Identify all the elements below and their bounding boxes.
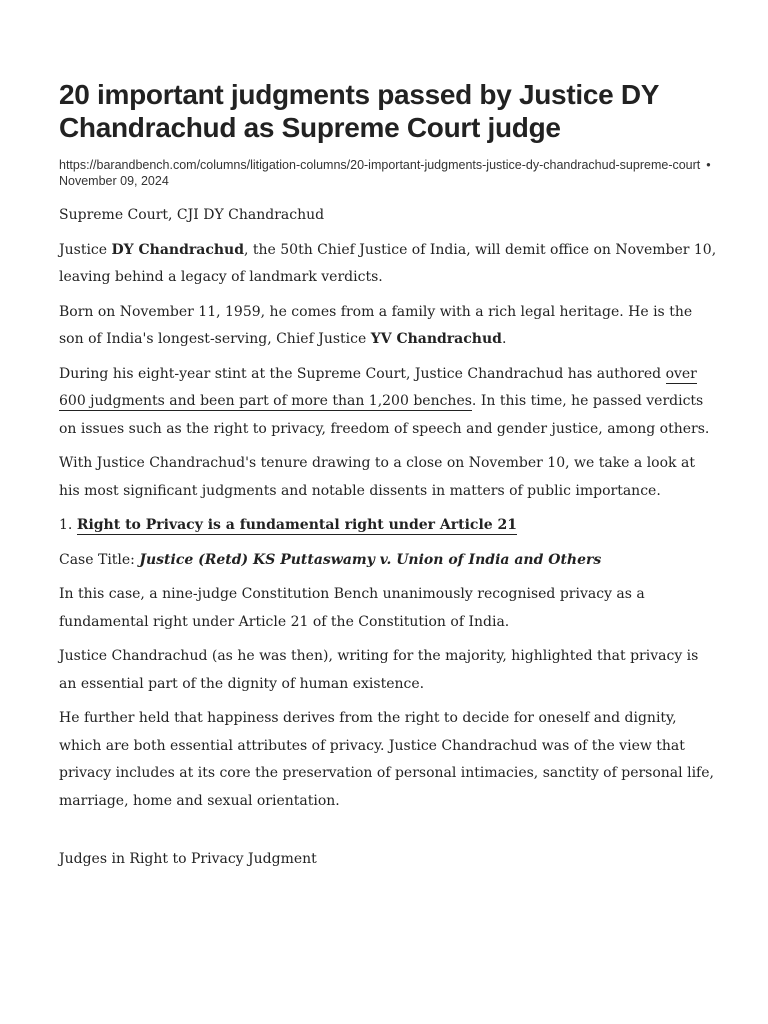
case-title xyxy=(59,547,719,575)
spacer xyxy=(59,822,719,846)
text: During his eight-year stint at the Supreme Court, Justice Chandrachud has authored xyxy=(59,365,666,382)
article-meta xyxy=(59,157,719,189)
image-caption: Supreme Court, CJI DY Chandrachud xyxy=(59,207,325,223)
section-number: 1. xyxy=(59,517,77,533)
section-paragraph-1: In this case, a nine-judge Constitution Bench unanimously recognised privacy as a fundamental right under Article 21 of the Constitution of India. xyxy=(59,586,645,630)
case-title-value: Justice (Retd) KS Puttaswamy v. Union of India and Others xyxy=(139,551,602,568)
text: , the 50th Chief Justice of India, will demit office on November 10, leaving behind a legacy of landmark verdicts. xyxy=(59,241,717,285)
text: . In this time, he passed verdicts on issues such as the right to privacy, freedom of speech and gender justice, among others. xyxy=(59,393,710,437)
paragraph-birth xyxy=(59,299,719,354)
bold-name: DY Chandrachud xyxy=(111,241,244,258)
source-url[interactable]: https://barandbench.com/columns/litigation-columns/20-important-judgments-justice-dy-chandrachud-supreme-court xyxy=(59,158,701,172)
text: Justice xyxy=(59,241,112,258)
publish-date: November 09, 2024 xyxy=(59,174,169,188)
section-heading-link[interactable]: Right to Privacy is a fundamental right under Article 21 xyxy=(76,517,518,533)
bold-name: YV Chandrachud xyxy=(370,331,502,347)
section-paragraph-3: He further held that happiness derives from the right to decide for oneself and dignity, which are both essential attributes of privacy. Justice Chandrachud was of the view that privacy includes at its core the preservation of personal intimacies, sanctity of personal life, marriage, home and sexual orientation. xyxy=(59,710,714,809)
text: . xyxy=(501,331,507,347)
meta-separator: • xyxy=(706,158,711,172)
judgments-link[interactable]: over 600 judgments and been part of more than 1,200 benches xyxy=(59,365,697,409)
article xyxy=(59,78,719,881)
paragraph-stint xyxy=(59,361,719,444)
case-title-label: Case Title: xyxy=(59,551,140,568)
paragraph-intro xyxy=(59,237,719,292)
text: Born on November 11, 1959, he comes from a family with a rich legal heritage. He is the son of India's longest-serving, Chief Justice xyxy=(59,303,693,347)
section-paragraph-2: Justice Chandrachud (as he was then), writing for the majority, highlighted that privacy is an essential part of the dignity of human existence. xyxy=(59,648,699,692)
section-image-caption: Judges in Right to Privacy Judgment xyxy=(59,851,317,867)
section-heading xyxy=(59,512,719,540)
article-title: 20 important judgments passed by Justice DY Chandrachud as Supreme Court judge xyxy=(59,79,659,143)
paragraph-tenure: With Justice Chandrachud's tenure drawing to a close on November 10, we take a look at his most significant judgments and notable dissents in matters of public importance. xyxy=(59,455,695,499)
